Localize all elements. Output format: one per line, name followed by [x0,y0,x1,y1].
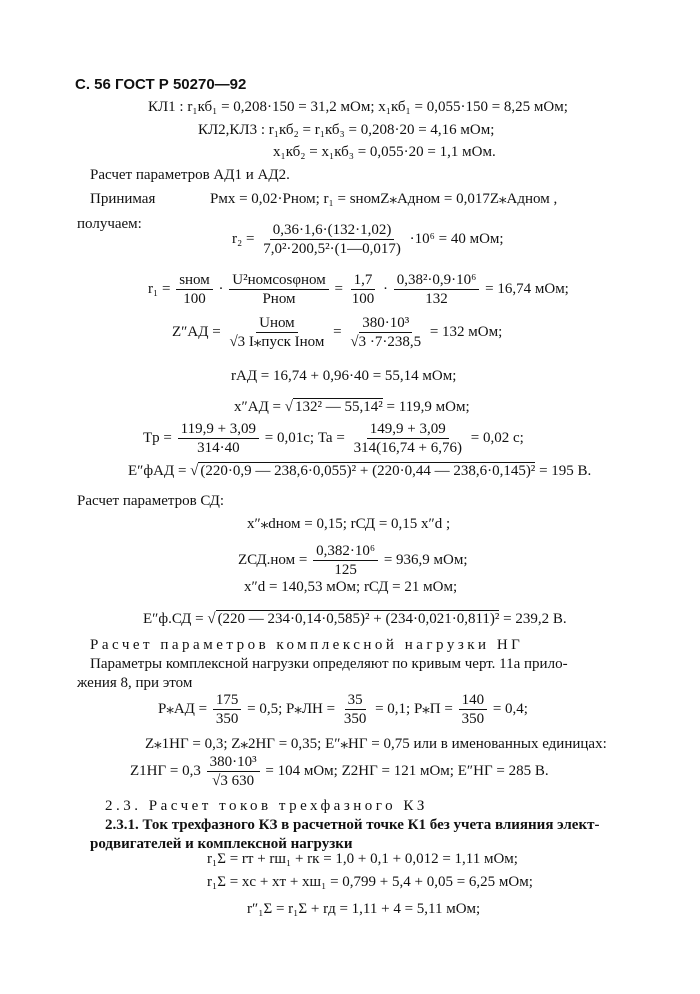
formula-r1 [148,272,569,307]
formula-rhs: = 195 В. [539,463,592,479]
formula-part: = 0,4; [492,700,528,717]
fraction [394,272,480,307]
formula-rhs: = 936,9 мОм; [383,551,468,568]
formula-lhs: ZСД.ном = [238,551,308,568]
fraction [260,222,404,257]
formula-x1sigma: r₁Σ = xс + xт + xш₁ = 0,799 + 5,4 + 0,05 = 6,25 мОм; [207,874,533,890]
formula-lhs: E″фАД = √ [128,463,199,479]
formula-xdnom: x″⁎dном = 0,15; rСД = 0,15 x″d ; [247,516,451,532]
numerator: 119,9 + 3,09 [178,421,259,439]
operator: · [218,280,224,297]
formula-lhs: r₂ = [232,230,255,247]
formula-xd-rsd: x″d = 140,53 мОм; rСД = 21 мОм; [244,579,458,595]
denominator: 314·40 [197,440,240,456]
denominator: 100 [183,291,206,307]
paragraph-line: Параметры комплексной нагрузки определяют по кривым черт. 11а прило- [90,656,568,672]
formula-zsd [238,543,468,578]
formula-pmx-r1: Pмх = 0,02·Pном; r₁ = sномZ⁎Aдном = 0,017Z⁎Aдном , [210,191,558,207]
heading-ad-params: Расчет параметров АД1 и АД2. [90,167,290,183]
formula-lhs: Tр = [143,429,172,446]
formula-r2 [232,222,504,257]
denominator: 132 [425,291,448,307]
formula-part: = 0,1; P⁎П = [375,700,453,717]
formula-lhs: Z″АД = [172,323,221,340]
fraction [176,272,213,307]
numerator: 380·10³ [207,754,260,772]
formula-mid: = 0,01с; Ta = [264,429,345,446]
formula-r1sigma-double: r″₁Σ = r₁Σ + rд = 1,11 + 4 = 5,11 мОм; [247,901,481,917]
denominator: √3 630 [212,773,255,789]
operator: · [382,280,388,297]
denominator: √3 ·7·238,5 [350,334,422,350]
numerator: 175 [213,692,242,710]
formula-rhs: = 239,2 В. [503,611,567,627]
numerator: 149,9 + 3,09 [367,421,449,439]
numerator: 35 [345,692,366,710]
formula-kl1: КЛ1 : r₁кб₁ = 0,208·150 = 31,2 мОм; x₁кб₁ = 0,055·150 = 8,25 мОм; [148,99,568,115]
numerator: 140 [459,692,488,710]
numerator: Uном [256,315,298,333]
numerator: 380·10³ [359,315,412,333]
formula-load-shares [158,692,528,727]
fraction [229,272,328,307]
formula-efsd [143,610,567,628]
numerator: 1,7 [351,272,376,290]
denominator: 350 [461,711,485,727]
heading-complex-load: Расчет параметров комплексной нагрузки НГ [90,637,524,653]
numerator: 0,38²·0,9·10⁶ [394,272,480,290]
formula-z1ng-named [130,754,549,789]
paragraph-line: родвигателей и комплексной нагрузки [90,836,353,852]
denominator: 125 [334,562,357,578]
paragraph-line: 2.3.1. Ток трехфазного КЗ в расчетной точке К1 без учета влияния элект- [105,817,600,833]
denominator: 350 [215,711,239,727]
formula-rad: rАД = 16,74 + 0,96·40 = 55,14 мОм; [231,368,457,384]
fraction [349,272,378,307]
formula-rhs: = 0,02 с; [470,429,524,446]
numerator: U²номcosφном [229,272,328,290]
fraction [178,421,259,456]
formula-xad [234,398,470,416]
formula-lhs: E″ф.СД = √ [143,611,216,627]
fraction [213,692,242,727]
formula-kl2-kl3: КЛ2,КЛ3 : r₁кб₂ = r₁кб₃ = 0,208·20 = 4,16 мОм; [198,122,495,138]
paragraph-line: жения 8, при этом [77,675,193,691]
operator: = [333,323,342,340]
denominator: 7,0²·200,5²·(1—0,017) [263,241,401,257]
formula-rhs: ·10⁶ = 40 мОм; [409,230,504,247]
denominator: 350 [343,711,367,727]
formula-lhs: x″АД = √ [234,399,294,415]
formula-z1ng-z2ng: Z⁎1НГ = 0,3; Z⁎2НГ = 0,35; E″⁎НГ = 0,75 или в именованных единицах: [145,736,607,752]
fraction [347,315,424,350]
denominator: 100 [351,291,375,307]
radicand: 132² — 55,14² [295,399,383,415]
radicand: (220·0,9 — 238,6·0,055)² + (220·0,44 — 238,6·0,145)² [200,463,536,479]
numerator: 0,382·10⁶ [313,543,378,561]
formula-lhs: r₁ = [148,280,171,297]
fraction [226,315,327,350]
denominator: Pном [262,291,296,307]
formula-r1sigma: r₁Σ = rт + rш₁ + rк = 1,0 + 0,1 + 0,012 = 1,11 мОм; [207,851,518,867]
text-prinimaya: Принимая [90,191,156,207]
formula-x1kb2: x₁кб₂ = x₁кб₃ = 0,055·20 = 1,1 мОм. [273,144,496,160]
numerator: 0,36·1,6·(132·1,02) [270,222,395,240]
heading-sd-params: Расчет параметров СД: [77,493,225,509]
text-poluchaem: получаем: [77,216,142,232]
fraction [313,543,378,578]
formula-rhs: = 132 мОм; [429,323,503,340]
fraction [207,754,260,789]
page-header: С. 56 ГОСТ Р 50270—92 [75,76,247,93]
formula-efad [128,462,591,480]
formula-zad [172,315,502,350]
formula-part: = 0,5; P⁎ЛН = [247,700,336,717]
formula-rhs: = 119,9 мОм; [386,399,470,415]
denominator: √3 I⁎пуск Iном [229,334,325,350]
formula-rhs: = 16,74 мОм; [485,280,569,297]
fraction [459,692,488,727]
fraction [351,421,465,456]
formula-part: P⁎АД = [158,700,208,717]
numerator: sном [176,272,213,290]
formula-lhs: Z1НГ = 0,3 [130,762,201,779]
fraction [341,692,370,727]
radicand: (220 — 234·0,14·0,585)² + (234·0,021·0,811)² [217,611,500,627]
heading-section-2-3: 2.3. Расчет токов трехфазного КЗ [105,798,428,814]
formula-tp-ta [143,421,524,456]
denominator: 314(16,74 + 6,76) [353,440,463,456]
operator: = [334,280,343,297]
formula-rhs: = 104 мОм; Z2НГ = 121 мОм; E″НГ = 285 В. [265,762,549,779]
